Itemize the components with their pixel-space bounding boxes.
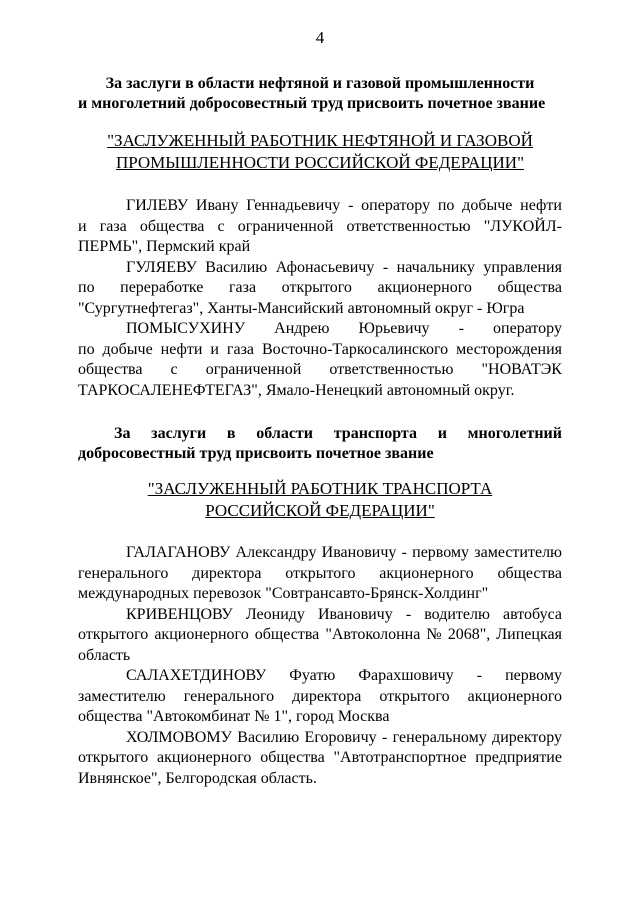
section1-word: ГУЛЯЕВУ [126,258,197,276]
section2-entry-line: область [78,646,131,664]
section2-entry-line [78,748,562,769]
section1-entry-line [78,217,562,238]
section2-word: открытого [78,626,149,643]
section2-word: общества [254,626,320,643]
section2-heading-word: заслуги [151,425,207,442]
section1-entry [78,258,562,320]
section2-heading-word: За [114,425,131,442]
section2-title-line-1 [78,478,562,500]
section2-word: Александру [235,544,317,561]
section1-entry-line [78,319,562,340]
section2-word: акционерного [154,626,249,643]
section1-word: переработке [120,279,204,296]
section1-word: газа [99,217,127,235]
section1-entries [78,196,562,401]
section1-word: Ивану [195,197,239,214]
section2-entry-line [78,728,562,749]
section2-word: Егоровичу [304,728,377,746]
section2-entry-line [78,543,562,564]
section2-entry [78,605,562,667]
section2-title-text-1: "ЗАСЛУЖЕННЫЙ РАБОТНИК ТРАНСПОРТА [147,479,493,498]
section1-word: ПОМЫСУХИНУ [126,320,246,337]
section2-word: - [476,667,483,684]
section1-word: Юрьевичу [358,320,430,337]
section2-heading-line: добросовестный труд присвоить почетное звание [78,445,434,462]
section1-word: "ЛУКОЙЛ- [483,217,562,235]
section2-word: акционерного [379,564,474,582]
section2-entry-line: Ивнянское", Белгородская область. [78,769,317,787]
section2-word: - [401,544,407,561]
section2-word: генеральному [392,728,487,746]
section2-word: директору [492,728,562,746]
section2-word: № [426,626,442,643]
section2-word: - [382,728,388,746]
section2-word: директора [192,564,262,582]
section1-title-line-2 [78,152,562,174]
section1-word: общества [139,217,205,235]
section2-heading-word: области [256,425,314,442]
section2-word: генерального [78,564,169,582]
section2-word: Фарахшовичу [358,667,454,684]
section1-title [78,130,562,174]
section1-word: - [382,258,389,276]
section1-word: общества [497,279,562,296]
section2-heading [78,424,562,464]
section2-word: САЛАХЕТДИНОВУ [126,667,267,684]
section1-heading-line-1: За заслуги в области нефтяной и газовой промышленности [105,75,535,92]
section1-word: Геннадьевичу [246,197,341,214]
section2-word: генерального [183,687,275,705]
section1-entry [78,319,562,401]
section2-word: общества [260,749,325,766]
section1-word: Афонасьевичу [275,258,375,276]
section2-entry-line: международных перевозок "Совтрансавто-Брянск-Холдинг" [78,585,489,602]
page-number: 4 [315,28,325,47]
section2-word: Леониду [245,605,305,623]
section2-entry-line: общества "Автокомбинат № 1", город Москва [78,708,390,725]
section2-heading-word: в [226,425,236,442]
section1-entry-line: "Сургутнефтегаз", Ханты-Мансийский автономный округ - Югра [78,299,525,317]
section1-word: по [78,340,95,358]
section1-word: Восточно-Таркосалинского [261,340,449,358]
section2-word: предприятие [475,749,562,766]
section1-word: по [437,197,455,214]
section1-entry-line: ПЕРМЬ", Пермский край [78,238,251,255]
section2-entry-line [78,605,562,626]
section2-entry [78,666,562,728]
section2-word: Ивановичу [318,605,393,623]
section2-heading-word: многолетний [467,425,562,442]
section2-word: акционерного [467,687,562,705]
section2-heading-word: транспорта [333,425,417,442]
section2-word: заместителю [474,544,562,561]
section1-entry-line [78,360,562,381]
section1-word: и [78,217,87,235]
section1-entry [78,196,562,258]
section2-entry [78,543,562,605]
section2-word: "Автоколонна [325,626,421,643]
section1-word: ограниченной [237,217,334,235]
section2-title-line-2 [78,500,562,522]
section1-entry-line: ТАРКОСАЛЕНЕФТЕГАЗ", Ямало-Ненецкий автономный округ. [78,381,515,399]
section2-word: ХОЛМОВОМУ [126,728,232,746]
section2-word: общества [497,564,562,582]
section1-word: с [217,217,225,235]
section1-word: - [458,320,464,337]
section1-word: нефти [160,340,203,358]
section2-heading-word: и [437,425,447,442]
section1-word: общества [78,361,143,378]
section1-word: - [348,197,354,214]
section1-word: "НОВАТЭК [481,361,562,378]
section1-word: ответственностью [329,361,454,378]
section2-word: Ивановичу [321,544,397,561]
section2-word: водителю [424,605,490,623]
section1-word: акционерного [377,279,472,296]
section1-word: газа [226,340,254,358]
section1-word: ГИЛЕВУ [126,197,189,214]
section2-word: Липецкая [496,626,562,643]
section2-word: ГАЛАГАНОВУ [126,544,231,561]
section2-title [78,478,562,522]
section1-word: газа [228,279,257,296]
section2-word: Василию [237,728,300,746]
section1-word: открытого [281,279,352,296]
section1-entry-line [78,278,562,299]
section1-word: Андрею [274,320,330,337]
section1-entry-line [78,340,562,361]
section2-word: первому [505,667,562,684]
section2-word: открытого [379,687,450,705]
section2-heading-line [78,424,562,444]
section2-entry-line [78,687,562,708]
section2-word: КРИВЕНЦОВУ [126,605,233,623]
section2-word: Фуатю [289,667,336,684]
section2-word: - [405,605,412,623]
section1-word: по [78,279,95,296]
section2-entry-line [78,625,562,646]
section1-word: добыче [462,197,513,214]
section2-word: первому [412,544,470,561]
section2-word: директора [292,687,362,705]
section2-entry-line [78,564,562,585]
section1-word: оператору [361,197,431,214]
section1-word: Василию [205,258,268,276]
section1-word: управления [483,258,562,276]
section1-word: ограниченной [205,361,302,378]
section1-word: начальнику [396,258,475,276]
section1-word: ответственностью [346,217,471,235]
section1-word: и [210,340,219,358]
section1-entry-line [78,258,562,279]
section2-word: автобуса [503,605,562,623]
section2-entries [78,543,562,789]
section2-title-text-2: РОССИЙСКОЙ ФЕДЕРАЦИИ" [205,501,435,520]
section2-entry-line [78,666,562,687]
section1-title-text-2: ПРОМЫШЛЕННОСТИ РОССИЙСКОЙ ФЕДЕРАЦИИ" [115,153,525,172]
section1-word: нефти [520,197,562,214]
section1-word: месторождения [456,340,562,358]
section2-word: заместителю [78,687,166,705]
section1-word: с [170,361,178,378]
section1-entry-line [78,196,562,217]
section1-title-text-1: "ЗАСЛУЖЕННЫЙ РАБОТНИК НЕФТЯНОЙ И ГАЗОВОЙ [107,131,533,150]
section2-word: акционерного [157,749,252,766]
section1-heading [78,74,562,114]
section2-word: открытого [285,564,356,582]
section1-title-line-1 [78,130,562,152]
section1-word: оператору [493,320,562,337]
section1-heading-line-2: и многолетний добросовестный труд присвоить почетное звание [78,95,546,112]
section2-word: открытого [78,749,149,766]
section1-word: добыче [102,340,153,358]
section2-entry [78,728,562,790]
section2-word: "Автотранспортное [333,749,467,766]
section2-word: 2068", [447,626,491,643]
